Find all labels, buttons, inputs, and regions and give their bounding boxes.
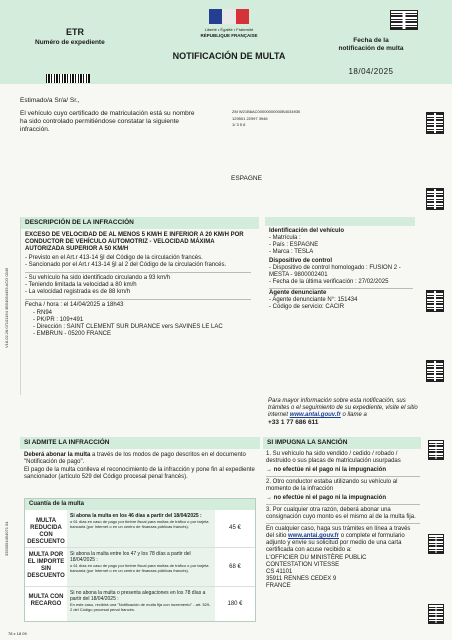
vehicle-country: - País : ESPAGNE [269, 242, 319, 248]
address-line: 35911 RENNES CEDEX 9 [266, 576, 337, 582]
fine-table-title: Cuantía de la multa [25, 499, 255, 510]
vehicle-plate: - Matrícula : [269, 235, 301, 241]
recipient-country: ESPAGNE [231, 175, 262, 182]
pay-must-pay: Deberá abonar la multa [24, 452, 91, 458]
device-model: - Dispositivo de control homologado : FUSION 2 - MESTA - 9800002401 [269, 265, 401, 278]
contest-title: SI IMPUGNA LA SANCIÓN [263, 437, 421, 449]
fine-row-note: En este caso, recibirá una "Notificación de multa fija con incremento" - art. 529-2 del Código procesal penal francés. [70, 602, 211, 612]
vehicle-section [265, 217, 415, 343]
pay-section [20, 437, 260, 481]
expedient-barcode [46, 74, 90, 83]
infraction-law-2: - Sancionado por el Art.r 413-14 §I al 2 del Código de la circulación francés. [25, 262, 227, 268]
location-town: - EMBRUN - 05200 FRANCE [33, 331, 112, 337]
side-code-foot: 78 x 18 09 [8, 631, 27, 636]
antai-phone: +33 1 77 686 611 [268, 419, 319, 426]
address-line: CONTESTATION VITESSE [266, 562, 340, 568]
qr-code-right-2 [426, 188, 444, 210]
more-info-mid: o llame a [340, 412, 367, 418]
address-line: FRANCE [266, 583, 291, 589]
fine-row-main: Si abona la multa entre los 47 y los 78 días a partir del 18/04/2025 : [70, 551, 191, 563]
fine-row-amount: 68 € [229, 564, 241, 570]
location-direction: - Dirección : SAINT CLEMENT SUR DURANCE vers SAVINES LE LAC [33, 324, 223, 330]
antai-link[interactable]: www.antai.gouv.fr [289, 412, 341, 418]
contest-instructions-lead: En cualquier caso, haga sus trámites en línea a través del sitio [266, 526, 411, 539]
speed-limit: - Teniendo limitada la velocidad a 80 km/h [25, 282, 137, 288]
contest-instructions [266, 526, 420, 554]
qr-code-right-6 [428, 534, 444, 554]
location-road: - RN94 [33, 310, 53, 316]
more-info-text [268, 398, 420, 427]
fine-row-main: Si abona la multa en los 46 días a partir del 18/04/2025 : [70, 513, 202, 519]
fine-row-label: MULTA POR EL IMPORTE SIN DESCUENTO [27, 552, 65, 579]
fine-row-conditions [67, 510, 215, 547]
fine-row-conditions [67, 548, 215, 586]
intro-text: El vehículo cuyo certificado de matriculación está su nombre ha sido controlado permitiéndose constatar la siguiente infracción. [20, 110, 195, 133]
address-line: CS 41101 [266, 569, 293, 575]
qr-code-right-3 [426, 290, 444, 312]
device-verification: - Fecha de la última verificación : 27/02/2025 [269, 279, 389, 285]
fine-row-reduced [25, 510, 255, 548]
vehicle-band [265, 217, 415, 226]
pay-title: SI ADMITE LA INFRACCIÓN [20, 437, 260, 449]
infraction-title: DESCRIPCIÓN DE LA INFRACCIÓN [21, 217, 259, 229]
qr-code-right-4 [426, 360, 444, 382]
vehicle-title: Identificación del vehículo [269, 228, 345, 234]
republique-motto: Liberté • Égalité • Fraternité [204, 27, 254, 32]
contest-address [266, 555, 420, 590]
contest-case-1: 1. Su vehículo ha sido vendido / cedido / robado / destruido o sus placas de matriculación usurpadas [266, 451, 401, 464]
pay-methods-text: a través de los modos de pago descritos en el documento "Notificación de pago". [24, 452, 246, 465]
fine-row-conditions [67, 587, 215, 621]
contest-case-2: 2. Otro conductor estaba utilizando su vehículo al momento de la infracción [266, 479, 398, 492]
fine-amounts-table [24, 498, 256, 622]
qr-code-top [390, 10, 418, 30]
qr-code-right-7 [428, 604, 444, 624]
agent-number: - Agente denunciante N°: 151434 [269, 297, 358, 303]
fine-row-label: MULTA REDUCIDA CON DESCUENTO [27, 518, 65, 545]
infraction-law-1: - Previsto en el Art.r 413-14 §I del Código de la circulación francés. [25, 255, 203, 261]
pay-paragraph-1 [20, 449, 260, 466]
fine-row-main: Si no abona la multa o presenta alegaciones en los 78 días a partir del 18/04/2025 : [70, 590, 206, 602]
contest-case-3: 3. Por cualquier otra razón, deberá abonar una consignación cuyo monto es el mismo al de la multa fija. [266, 507, 416, 520]
expedient-label: Numéro de expediente [35, 39, 105, 46]
page-title: NOTIFICACIÓN DE MULTA [172, 51, 286, 61]
fine-row-note: o 61 días en caso de pago por timbre fiscal para multas de tráfico o por tarjeta bancaria (por Internet o en un centro de finanzas públicas francés). [70, 563, 209, 573]
fine-row-full [25, 548, 255, 587]
fine-row-label: MULTA CON RECARGO [28, 594, 64, 607]
vehicle-brand: - Marca : TESLA [269, 249, 314, 255]
side-code-top: V18.02.28.07101164 3B54054493 ACO 0345 [4, 267, 9, 348]
contest-antai-link[interactable]: www.antai.gouv.fr [288, 533, 340, 539]
more-info-lead: Para mayor información sobre esta notificación, sus trámites o el seguimiento de su expediente, visite el sitio internet [268, 398, 418, 418]
infraction-datetime: Fecha / hora : el 14/04/2025 a 18h43 [25, 302, 124, 308]
qr-code-right-1 [426, 112, 444, 134]
infraction-section [20, 217, 259, 395]
etr-label: ETR [66, 27, 84, 37]
notification-date-value: 18/04/2025 [348, 67, 394, 76]
qr-code-right-5 [428, 440, 444, 460]
greeting: Estimado/a Sr/a/ Sr., [20, 97, 80, 104]
location-pk: - PK/PR : 109+491 [33, 317, 84, 323]
notification-date-label: Fecha de la notificación de multa [338, 37, 404, 52]
republique-name: RÉPUBLIQUE FRANÇAISE [200, 33, 258, 38]
fine-row-amount: 180 € [227, 601, 243, 607]
fine-row-note: o 61 días en caso de pago por timbre fiscal para multas de tráfico o por tarjeta bancaria (por Internet o en un centro de finanzas públicas francés). [70, 519, 209, 529]
fine-row-surcharge [25, 587, 255, 621]
device-title: Dispositivo de control [269, 258, 333, 264]
speed-measured: - Su vehículo ha sido identificado circulando a 93 km/h [25, 275, 171, 281]
fine-row-amount: 45 € [229, 525, 241, 531]
marianne-logo [209, 9, 249, 24]
contest-instructions-tail: o complete el formulario adjunto y envíe su solicitud por medio de una carta certificada con acuse recibido a: [266, 533, 405, 553]
agent-title: Agente denunciante [269, 290, 327, 296]
speed-registered: - La velocidad registrada es de 88 km/h [25, 289, 131, 295]
pay-paragraph-2: El pago de la multa conlleva el reconocimiento de la infracción y pone fin al expediente sancionador (artículo 529 del Código procesal penal francés). [24, 467, 255, 480]
address-line: L'OFFICIER DU MINISTÈRE PUBLIC [266, 555, 367, 561]
agent-service-code: - Código de servicio: CACIR [269, 304, 345, 310]
ref-line-1: ZM W21B6AC00000000000B4034930 [232, 109, 301, 114]
contest-case-1-action: → no efectúe ni el pago ni la impugnación [266, 467, 387, 473]
ref-line-2: 129501 22997 3946 [232, 116, 268, 121]
contest-case-2-action: → no efectúe ni el pago ni la impugnación [266, 495, 387, 501]
side-code-bottom: 3353054494071 04 [4, 521, 9, 556]
contest-section [263, 437, 421, 590]
infraction-heading: EXCESO DE VELOCIDAD DE AL MENOS 5 KM/H E INFERIOR A 20 KM/H POR CONDUCTOR DE VEHÍCULO AUTOMOTRIZ - VELOCIDAD MÁXIMA AUTORIZADA SUPERIOR A 50 KM/H [25, 232, 244, 252]
ref-line-3: 1/ 3 5 6 [232, 122, 246, 127]
